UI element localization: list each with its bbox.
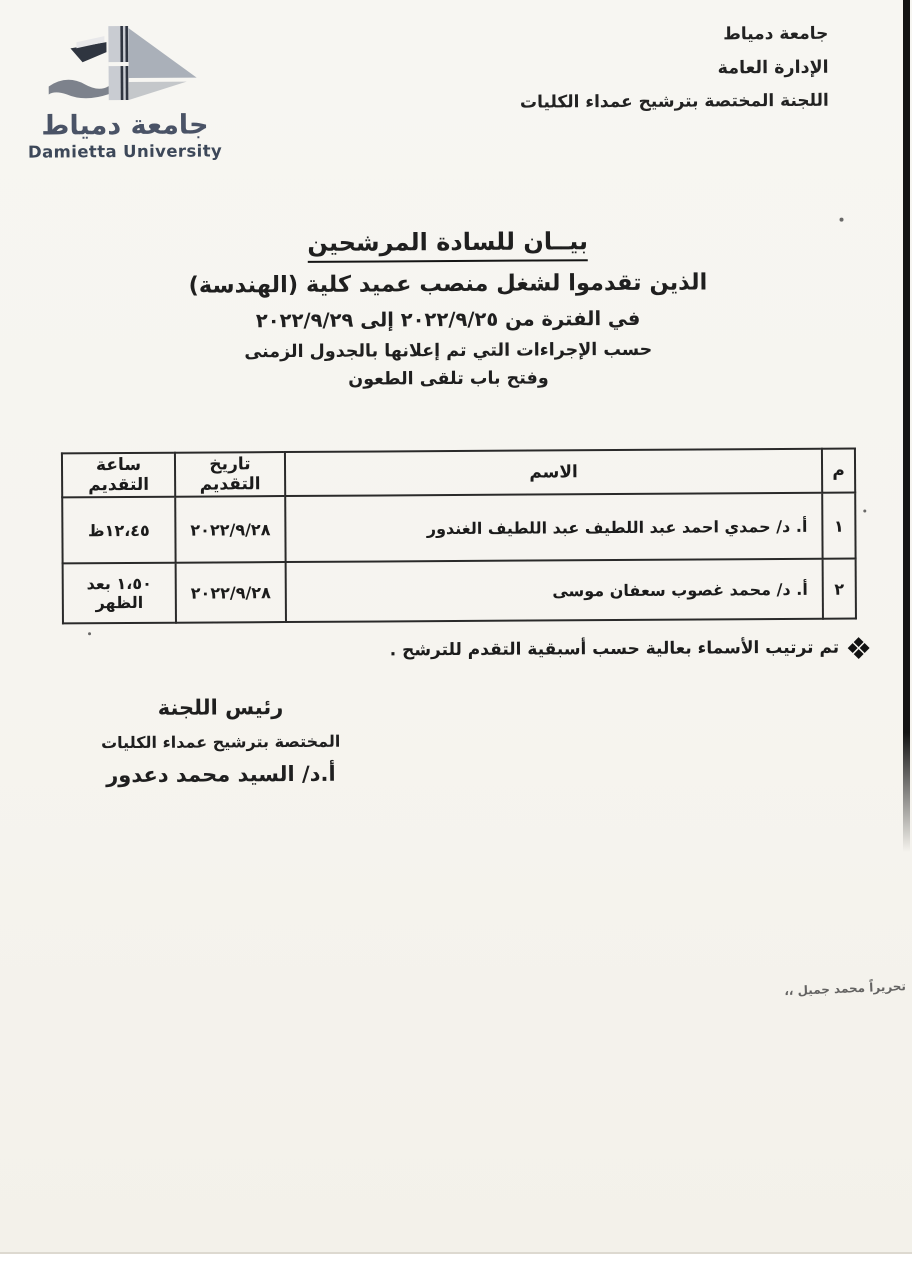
table-row <box>63 559 856 624</box>
letterhead-administration: الإدارة العامة <box>717 57 829 79</box>
scan-edge-line <box>903 0 910 852</box>
scan-speck <box>840 218 844 222</box>
candidates-table <box>61 448 857 625</box>
col-header-time: ساعة التقديم <box>62 453 175 498</box>
col-header-date: تاريخ التقديم <box>175 452 285 497</box>
col-header-name: الاسم <box>285 449 822 496</box>
diamond-bullet-icon <box>849 638 868 657</box>
submission-time: ١،٥٠ بعد الظهر <box>63 563 176 624</box>
title-subject: الذين تقدموا لشغل منصب عميد كلية (الهندسة) <box>188 269 708 299</box>
scan-speck <box>88 632 91 635</box>
document-title: بيــان للسادة المرشحين <box>307 227 588 263</box>
ordering-note <box>390 637 869 660</box>
scan-speck <box>863 509 866 512</box>
letterhead-university: جامعة دمياط <box>723 23 829 45</box>
title-appeals: وفتح باب تلقى الطعون <box>348 368 549 390</box>
signature-name: أ.د/ السيد محمد دعدور <box>106 761 336 788</box>
candidate-name: أ. د/ حمدي احمد عبد اللطيف عبد اللطيف الغندور <box>285 493 822 562</box>
letterhead-committee: اللجنة المختصة بترشيح عمداء الكليات <box>519 90 829 113</box>
submission-date: ٢٠٢٢/٩/٢٨ <box>176 562 286 623</box>
signature-role: رئيس اللجنة <box>157 695 284 720</box>
logo-english-name: Damietta University <box>27 141 223 162</box>
logo-arabic-name: جامعة دمياط <box>41 109 209 142</box>
letterhead <box>468 24 829 113</box>
university-logo-graphic <box>24 21 225 106</box>
title-period: في الفترة من ٢٠٢٢/٩/٢٥ إلى ٢٠٢٢/٩/٢٩ <box>255 306 641 333</box>
col-header-number: م <box>822 449 855 493</box>
candidate-name: أ. د/ محمد غصوب سعفان موسى <box>286 559 823 622</box>
title-block <box>108 226 789 391</box>
university-logo <box>22 21 227 161</box>
table-row <box>62 493 855 564</box>
row-number: ١ <box>822 493 855 559</box>
signature-block <box>52 694 389 787</box>
row-number: ٢ <box>823 559 856 619</box>
submission-time: ١٢،٤٥ظ <box>62 497 175 564</box>
table-header-row <box>62 449 855 498</box>
ordering-note-text: تم ترتيب الأسماء بعالية حسب أسبقية التقدم للترشح . <box>389 637 840 661</box>
title-procedures: حسب الإجراءات التي تم إعلانها بالجدول الزمنى <box>244 339 653 363</box>
clerk-annotation: تحريراً محمد جميل ،، <box>784 979 907 999</box>
signature-committee: المختصة بترشيح عمداء الكليات <box>101 731 341 753</box>
submission-date: ٢٠٢٢/٩/٢٨ <box>175 496 285 563</box>
